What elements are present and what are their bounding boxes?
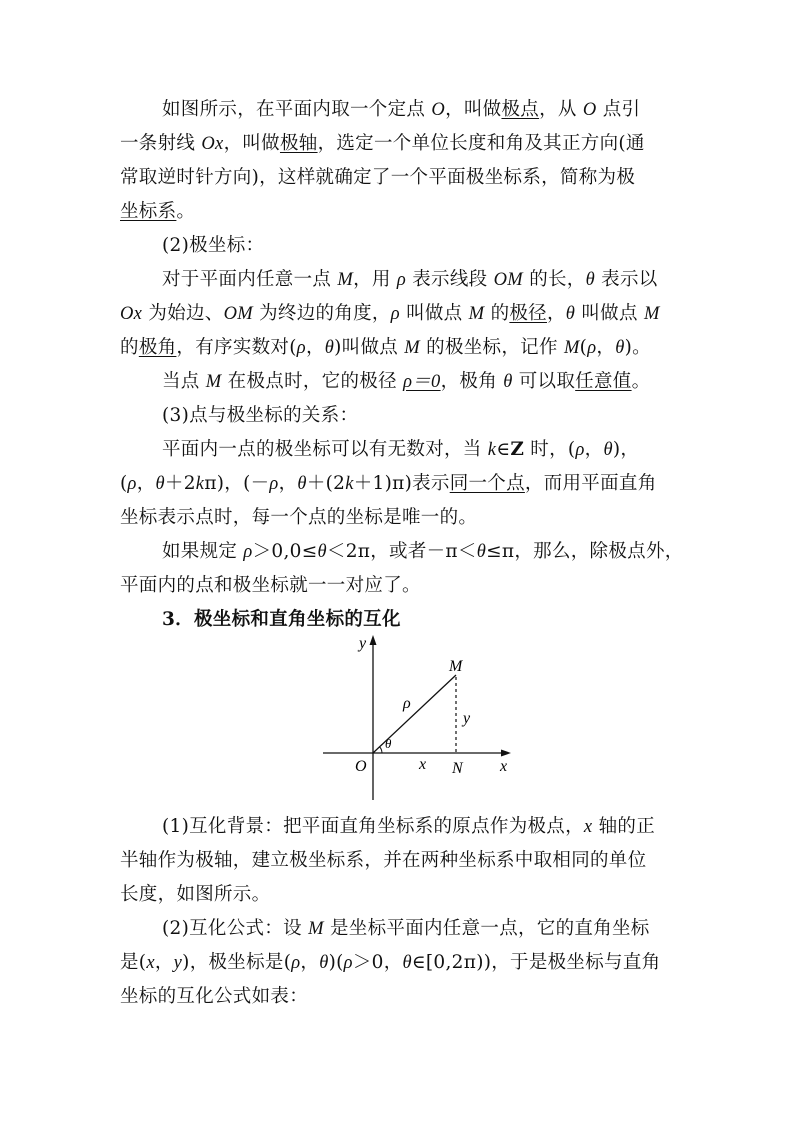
text: ≤π，那么，除极点外， (486, 541, 684, 562)
underlined-term: 极点 (501, 99, 540, 120)
text: ρ (269, 474, 279, 494)
text: k (345, 474, 354, 494)
underlined-term: 极角 (138, 337, 177, 358)
text: ( (579, 337, 588, 358)
text: 表示以 (595, 269, 658, 290)
text: x (583, 817, 593, 837)
text: ( (120, 473, 128, 494)
text: θ (615, 338, 625, 358)
paragraph-line (162, 539, 684, 565)
text: ，用 (353, 269, 397, 290)
text: OM (223, 304, 253, 324)
text: 平面内的点和极坐标就一一对应了。 (120, 575, 421, 596)
text: 如图所示，在平面内取一个定点 (162, 99, 432, 120)
paragraph-line (120, 505, 477, 531)
paragraph-line (120, 301, 660, 327)
subheading: (3)点与极坐标的关系： (162, 405, 359, 426)
text: ρ (343, 953, 353, 973)
text: M (468, 304, 485, 324)
text: )， (612, 439, 640, 460)
rho-label: ρ (403, 695, 411, 712)
paragraph-line (162, 267, 658, 293)
text: θ (155, 474, 165, 494)
angle-arc (380, 747, 383, 753)
text: 一条射线 (120, 133, 202, 154)
y-axis-label: y (359, 635, 367, 652)
polar-coordinate-diagram (315, 630, 520, 805)
text: ρ (390, 304, 400, 324)
paragraph-line (162, 97, 640, 123)
paragraph-line (162, 369, 650, 395)
text: 平面内一点的极坐标可以有无数对，当 (162, 439, 488, 460)
text: )。 (624, 337, 651, 358)
text: ＋(2 (306, 473, 346, 494)
text: OM (493, 270, 524, 290)
underlined-term: 坐标系 (120, 201, 177, 222)
text: 为始边、 (142, 303, 224, 324)
text: ＜2π，或者－π＜ (326, 541, 477, 562)
paragraph-line (120, 950, 660, 976)
text: 叫做点 (399, 303, 469, 324)
text: ρ (587, 338, 597, 358)
text: M (337, 270, 354, 290)
point-m-label: M (449, 658, 463, 675)
paragraph-line (120, 165, 635, 191)
subheading: (2)极坐标： (162, 235, 265, 256)
x-segment-label: x (419, 756, 427, 773)
text: 可以取 (512, 371, 576, 392)
text: ， (596, 337, 616, 358)
paragraph-line (120, 471, 657, 497)
text: θ (297, 474, 307, 494)
text: θ (565, 304, 576, 324)
text: 对于平面内任意一点 (162, 269, 338, 290)
text: θ (324, 338, 335, 358)
text: 坐标的互化公式如表： (120, 986, 309, 1007)
text: 的长， (523, 269, 586, 290)
point-n-label: N (452, 760, 463, 777)
text: ，叫做 (445, 99, 502, 120)
y-segment-label: y (463, 710, 471, 727)
text: ，从 (539, 99, 583, 120)
origin-label: O (355, 758, 367, 775)
text: θ (476, 542, 487, 562)
text: 在极点时，它的极径 (221, 371, 404, 392)
paragraph-line (162, 916, 650, 942)
underlined-term: 任意值 (575, 371, 632, 392)
underlined-term: 极轴 (279, 133, 318, 154)
text: ， (136, 473, 156, 494)
text: )，极坐标是( (182, 952, 292, 973)
text: k (195, 474, 205, 494)
paragraph-line (120, 131, 645, 157)
theta-label: θ (385, 736, 392, 751)
text: M (205, 372, 222, 392)
paragraph-line (120, 882, 270, 908)
text: M (308, 919, 324, 939)
text: ∈[0,2π))，于是极坐标与直角 (411, 952, 661, 973)
text: 的极坐标，记作 (419, 337, 564, 358)
text: O (431, 100, 446, 120)
text: ρ (575, 440, 585, 460)
text: ，叫做 (223, 133, 280, 154)
text: 常取逆时针方向)，这样就确定了一个平面极坐标系，简称为极 (120, 167, 636, 188)
text: ， (300, 952, 320, 973)
paragraph-line (120, 335, 651, 361)
text: 。 (631, 371, 651, 392)
text: θ (319, 953, 329, 973)
text: 长度，如图所示。 (120, 884, 271, 905)
text: ， (154, 952, 174, 973)
underlined-term: 极径 (509, 303, 547, 324)
text: θ (603, 440, 613, 460)
text: ∈ (496, 439, 511, 460)
text: y (173, 953, 183, 973)
text: k (487, 440, 497, 460)
text: M (643, 304, 660, 324)
text: (1)互化背景：把平面直角坐标系的原点作为极点， (162, 816, 584, 837)
text: ， (584, 439, 604, 460)
x-axis-label: x (500, 758, 508, 775)
text: θ (317, 542, 327, 562)
text: ， (305, 337, 325, 358)
text: 坐标表示点时，每一个点的坐标是唯一的。 (120, 507, 478, 528)
underlined-term: ρ＝0 (403, 372, 441, 392)
underlined-term: 同一个点 (449, 473, 525, 494)
text: Ox (201, 134, 224, 154)
text: 点引 (596, 99, 641, 120)
text: 表示线段 (406, 269, 494, 290)
paragraph-line (120, 984, 308, 1010)
section-heading: 3．极坐标和直角坐标的互化 (162, 609, 401, 630)
text: (2)互化公式：设 (162, 918, 309, 939)
text: 如果规定 (162, 541, 244, 562)
x-axis-arrow (501, 750, 511, 757)
text: 叫做点 (575, 303, 644, 324)
paragraph-line (120, 848, 646, 874)
text: M (404, 338, 420, 358)
paragraph-line (120, 573, 421, 599)
text: x (146, 953, 155, 973)
text: ＋1)π)表示 (353, 473, 450, 494)
text: ，选定一个单位长度和角及其正方向(通 (317, 133, 645, 154)
text: ρ (127, 474, 137, 494)
text: ，极角 (440, 371, 504, 392)
text: 半轴作为极轴，建立极坐标系，并在两种坐标系中取相同的单位 (120, 850, 647, 871)
text: 时，( (524, 439, 576, 460)
text: Ox (120, 304, 143, 324)
text: 轴的正 (592, 816, 656, 837)
text: θ (402, 953, 412, 973)
text: π)，(－ (204, 473, 270, 494)
text: 。 (176, 201, 196, 222)
text: ，而用平面直角 (524, 473, 657, 494)
paragraph-line (162, 437, 639, 463)
text: 当点 (162, 371, 206, 392)
text: ， (546, 303, 566, 324)
text: 的 (484, 303, 510, 324)
text: ρ (243, 542, 253, 562)
text: 的 (120, 337, 139, 358)
text: 是( (120, 952, 147, 973)
paragraph-line (120, 199, 195, 225)
text: O (582, 100, 597, 120)
text: ＞0， (352, 952, 403, 973)
text: )( (328, 952, 344, 973)
text: 是坐标平面内任意一点，它的直角坐标 (323, 918, 650, 939)
text: θ (503, 372, 513, 392)
text: ＋2 (164, 473, 196, 494)
text: Z (510, 439, 525, 460)
text: ρ (296, 338, 306, 358)
text: ，有序实数对( (176, 337, 297, 358)
paragraph-line (162, 814, 655, 840)
text: θ (585, 270, 595, 290)
text: )叫做点 (334, 337, 405, 358)
y-axis-arrow (370, 635, 377, 645)
text: 为终边的角度， (252, 303, 391, 324)
text: ρ (396, 270, 407, 290)
text: ρ (291, 953, 301, 973)
text: ， (278, 473, 298, 494)
text: M (563, 338, 580, 358)
text: ＞0,0≤ (252, 541, 318, 562)
